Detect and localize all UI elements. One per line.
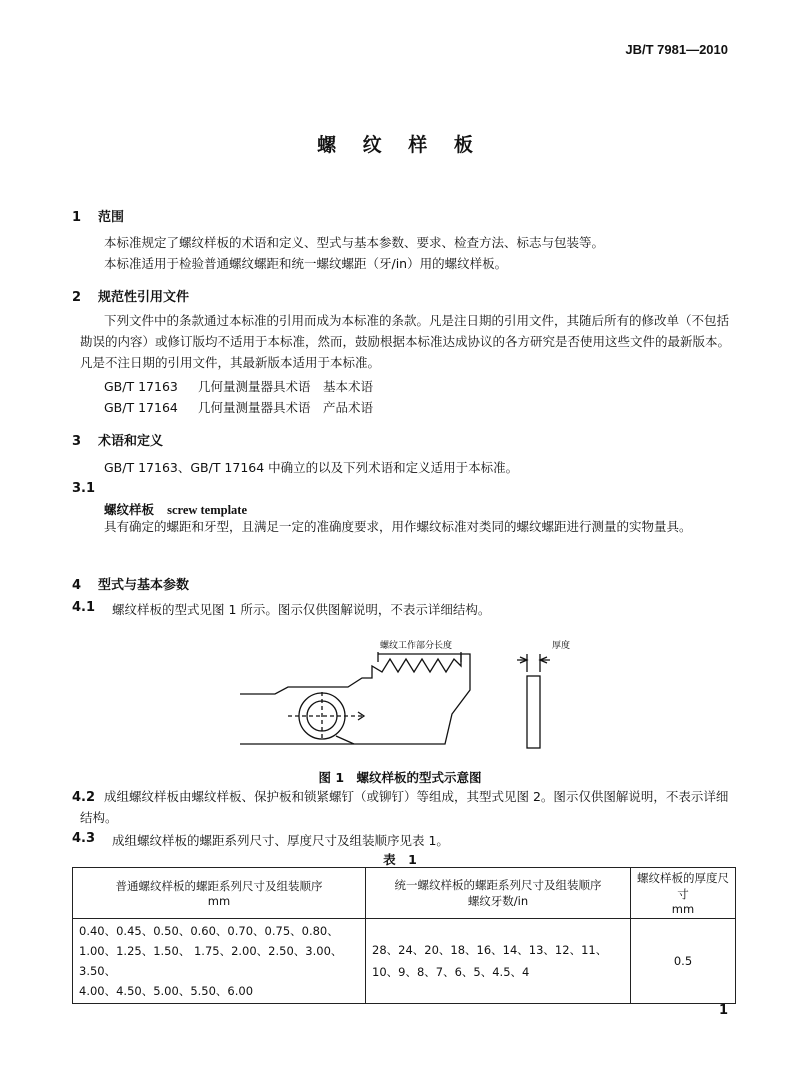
table-1 [72,867,736,1004]
section-number: 4 [72,578,82,593]
term-english: screw template [167,503,248,517]
reference-2 [104,398,373,416]
page-title: 螺 纹 样 板 [317,134,483,156]
clause-4-1-number: 4.1 [72,600,96,615]
work-length-label: 螺纹工作部分长度 [380,641,453,651]
section-number: 3 [72,434,82,449]
thickness-label: 厚度 [552,641,571,651]
page-number: 1 [718,1003,728,1018]
clause-4-3-text: 成组螺纹样板的螺距系列尺寸、厚度尺寸及组装顺序见表 1。 [112,833,449,848]
section-3-heading [72,430,163,449]
section-2-para: 下列文件中的条款通过本标准的引用而成为本标准的条款。凡是注日期的引用文件，其随后所有的修改单（不包括勘误的内容）或修订版均不适用于本标准，然而，鼓励根据本标准达成协议的各方研究是否使用这些文件的最新版本。凡是不注日期的引用文件，其最新版本适用于本标准。 [80,313,731,370]
section-4-heading [72,574,189,593]
thickness-cell: 0.5 [631,919,736,1004]
section-2-heading [72,286,189,305]
section-1-para-1: 本标准规定了螺纹样板的术语和定义、型式与基本参数、要求、检查方法、标志与包装等。 [104,235,605,250]
clause-4-3-number: 4.3 [72,831,96,846]
section-1-para-2: 本标准适用于检验普通螺纹螺距和统一螺纹螺距（牙/in）用的螺纹样板。 [104,256,508,271]
reference-code: GB/T 17163 [104,379,178,394]
header-cell: 统一螺纹样板的螺距系列尺寸及组装顺序 螺纹牙数/in [366,868,631,919]
section-number: 2 [72,290,82,305]
term-definition: 具有确定的螺距和牙型，且满足一定的准确度要求，用作螺纹标准对类同的螺纹螺距进行测量的实物量具。 [104,519,692,534]
reference-1 [104,377,373,395]
table-1-caption: 表 1 [383,852,417,867]
section-title: 术语和定义 [98,434,164,449]
table-header-row [73,868,736,919]
section-title: 规范性引用文件 [98,290,190,305]
term-chinese: 螺纹样板 [104,502,155,517]
clause-4-2-number: 4.2 [72,790,96,805]
table-row [73,919,736,1004]
clause-4-1-text: 螺纹样板的型式见图 1 所示。图示仅供图解说明，不表示详细结构。 [112,602,491,617]
section-3-para: GB/T 17163、GB/T 17164 中确立的以及下列术语和定义适用于本标准。 [104,460,519,475]
reference-code: GB/T 17164 [104,400,178,415]
section-1-heading [72,206,124,225]
figure-1-screw-template [230,632,590,762]
pitch-unified-cell: 28、24、20、18、16、14、13、12、11、 10、9、8、7、6、5、4.5、4 [366,919,631,1004]
section-title: 范围 [98,210,125,225]
term-number: 3.1 [72,481,96,496]
section-title: 型式与基本参数 [98,578,190,593]
clause-4-2-text: 成组螺纹样板由螺纹样板、保护板和锁紧螺钉（或铆钉）等组成，其型式见图 2。图示仅供图解说明，不表示详细结构。 [80,789,729,825]
reference-name: 几何量测量器具术语 基本术语 [198,379,374,394]
section-number: 1 [72,210,82,225]
pitch-metric-cell: 0.40、0.45、0.50、0.60、0.70、0.75、0.80、 1.00、1.25、1.50、 1.75、2.00、2.50、3.00、3.50、 4.00、4.50、5.00、5.50、6.00 [73,919,366,1004]
header-cell: 普通螺纹样板的螺距系列尺寸及组装顺序 mm [73,868,366,919]
reference-name: 几何量测量器具术语 产品术语 [198,400,374,415]
standard-code: JB/T 7981—2010 [625,42,728,57]
header-cell: 螺纹样板的厚度尺寸 mm [631,868,736,919]
figure-1-caption: 图 1 螺纹样板的型式示意图 [318,770,482,785]
